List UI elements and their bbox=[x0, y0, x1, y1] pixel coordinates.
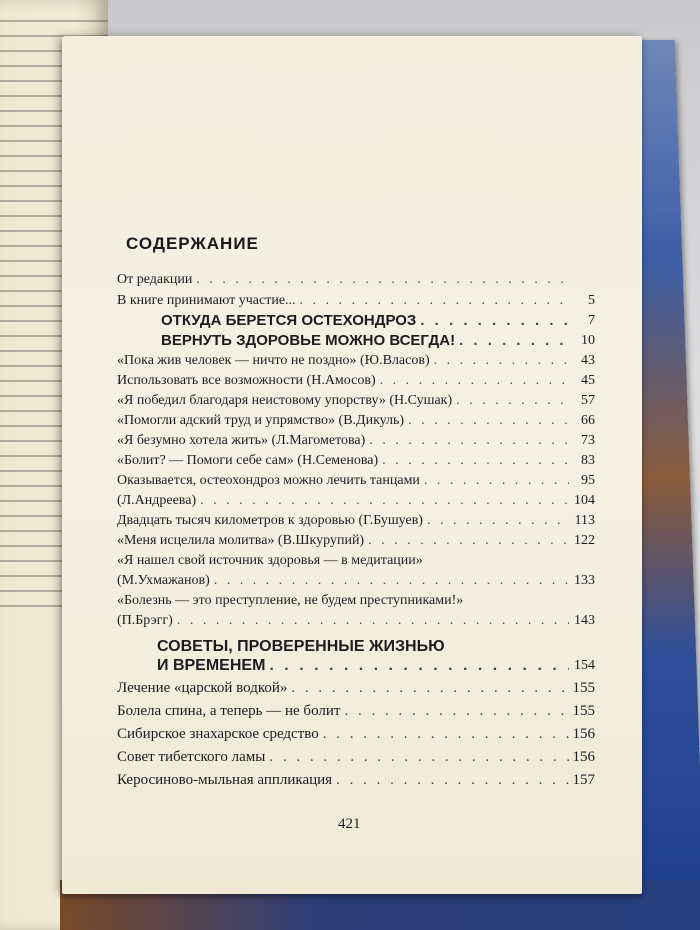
leader-dots bbox=[382, 453, 569, 469]
leader-dots bbox=[408, 413, 569, 429]
leader-dots bbox=[323, 725, 569, 743]
toc-entry-page: 143 bbox=[574, 613, 595, 628]
leader-dots bbox=[427, 513, 569, 529]
toc-entry bbox=[117, 473, 595, 489]
toc-entry bbox=[117, 725, 595, 743]
toc-entry-label: СОВЕТЫ, ПРОВЕРЕННЫЕ ЖИЗНЬЮ bbox=[157, 638, 445, 655]
toc-entry bbox=[117, 771, 595, 789]
toc-entry-label: ВЕРНУТЬ ЗДОРОВЬЕ МОЖНО ВСЕГДА! bbox=[161, 332, 456, 349]
toc-entry-page: 113 bbox=[574, 513, 595, 528]
toc-entry-label: «Пока жив человек — ничто не поздно» (Ю.Власов) bbox=[117, 353, 430, 368]
toc-entry bbox=[117, 533, 595, 549]
toc-entry-page: 133 bbox=[574, 573, 595, 588]
toc-entry-label: «Я победил благодаря неистовому упорству» (Н.Сушак) bbox=[117, 393, 453, 408]
toc-entry-page: 83 bbox=[581, 453, 595, 468]
toc-entry-label: Оказывается, остеохондроз можно лечить танцами bbox=[117, 473, 420, 488]
toc-entry-page: 156 bbox=[572, 749, 595, 765]
toc-entry-label: И ВРЕМЕНЕМ bbox=[157, 657, 266, 674]
toc-entry-label: Болела спина, а теперь — не болит bbox=[117, 703, 341, 719]
leader-dots bbox=[214, 573, 569, 589]
toc-entry bbox=[117, 272, 595, 288]
toc-entry-page: 95 bbox=[581, 473, 595, 488]
leader-dots bbox=[300, 293, 569, 309]
toc-entry bbox=[117, 513, 595, 529]
leader-dots bbox=[177, 613, 569, 629]
toc-entry bbox=[117, 679, 595, 697]
toc-entry-label: Лечение «царской водкой» bbox=[117, 680, 288, 696]
toc-entry-page: 73 bbox=[581, 433, 595, 448]
toc-entry-label: Сибирское знахарское средство bbox=[117, 726, 319, 742]
toc-entry-label: «Болит? — Помоги себе сам» (Н.Семенова) bbox=[117, 453, 379, 468]
toc-entry bbox=[117, 433, 595, 449]
toc-entry bbox=[117, 373, 595, 389]
toc-entry-page: 155 bbox=[572, 680, 595, 696]
leader-dots bbox=[459, 333, 569, 349]
toc-entry-label: «Меня исцелила молитва» (В.Шкурупий) bbox=[117, 533, 365, 548]
toc-entry-page: 122 bbox=[574, 533, 595, 548]
toc-entry-label: (М.Ухмажанов) bbox=[117, 573, 210, 588]
toc-entry-label: От редакции bbox=[117, 272, 193, 287]
toc-entry-label: (П.Брэгг) bbox=[117, 613, 173, 628]
toc-entry-page: 157 bbox=[572, 772, 595, 788]
toc-entry bbox=[117, 293, 595, 309]
toc-entry-page: 57 bbox=[581, 393, 595, 408]
toc-entry-page: 155 bbox=[572, 703, 595, 719]
leader-dots bbox=[368, 533, 569, 549]
toc-entry-label: «Я нашел свой источник здоровья — в медитации» bbox=[117, 553, 423, 568]
toc-entry bbox=[117, 748, 595, 766]
toc-entry-page: 154 bbox=[574, 658, 595, 673]
page-number: 421 bbox=[338, 816, 361, 832]
toc-section-entry bbox=[117, 313, 595, 329]
toc-entry bbox=[117, 573, 595, 589]
toc-entry bbox=[117, 413, 595, 429]
toc-entry-label: Использовать все возможности (Н.Амосов) bbox=[117, 373, 376, 388]
toc-entry bbox=[117, 393, 595, 409]
toc-entry-label: Двадцать тысяч километров к здоровью (Г.Бушуев) bbox=[117, 513, 423, 528]
leader-dots bbox=[380, 373, 569, 389]
leader-dots bbox=[291, 679, 568, 697]
toc-entry-label: Совет тибетского ламы bbox=[117, 749, 266, 765]
toc-entry-page: 43 bbox=[581, 353, 595, 368]
toc-entry-page: 156 bbox=[572, 726, 595, 742]
leader-dots bbox=[336, 771, 568, 789]
leader-dots bbox=[424, 473, 569, 489]
toc-entry-label: «Помогли адский труд и упрямство» (В.Дикуль) bbox=[117, 413, 405, 428]
toc-entry-page: 10 bbox=[581, 333, 595, 348]
toc-entry bbox=[117, 493, 595, 509]
toc-entry-page: 104 bbox=[574, 493, 595, 508]
toc-entry-page: 45 bbox=[581, 373, 595, 388]
leader-dots bbox=[200, 493, 569, 509]
leader-dots bbox=[269, 658, 569, 674]
toc-entry bbox=[117, 553, 595, 569]
leader-dots bbox=[196, 272, 569, 288]
toc-entry-page: 66 bbox=[581, 413, 595, 428]
toc-entry bbox=[117, 353, 595, 369]
toc-entry-label: В книге принимают участие... bbox=[117, 293, 296, 308]
toc-title: СОДЕРЖАНИЕ bbox=[126, 234, 259, 253]
toc-entry-label: (Л.Андреева) bbox=[117, 493, 197, 508]
toc-section-entry bbox=[117, 639, 595, 655]
leader-dots bbox=[269, 748, 568, 766]
table-of-contents bbox=[117, 272, 595, 789]
book-page bbox=[62, 36, 642, 894]
toc-entry bbox=[117, 453, 595, 469]
toc-entry-label: «Болезнь — это преступление, не будем преступниками!» bbox=[117, 593, 464, 608]
leader-dots bbox=[344, 702, 568, 720]
toc-entry bbox=[117, 702, 595, 720]
toc-entry-page: 7 bbox=[588, 313, 595, 328]
toc-section-entry bbox=[117, 333, 595, 349]
toc-entry-label: ОТКУДА БЕРЕТСЯ ОСТЕХОНДРОЗ bbox=[161, 312, 417, 329]
toc-entry bbox=[117, 593, 595, 609]
toc-section-entry bbox=[117, 658, 595, 674]
leader-dots bbox=[456, 393, 569, 409]
toc-entry-label: «Я безумно хотела жить» (Л.Магометова) bbox=[117, 433, 366, 448]
leader-dots bbox=[434, 353, 569, 369]
toc-entry-label: Керосиново-мыльная аппликация bbox=[117, 772, 333, 788]
leader-dots bbox=[420, 313, 569, 329]
leader-dots bbox=[369, 433, 569, 449]
toc-entry bbox=[117, 613, 595, 629]
toc-entry-page: 5 bbox=[588, 293, 595, 308]
